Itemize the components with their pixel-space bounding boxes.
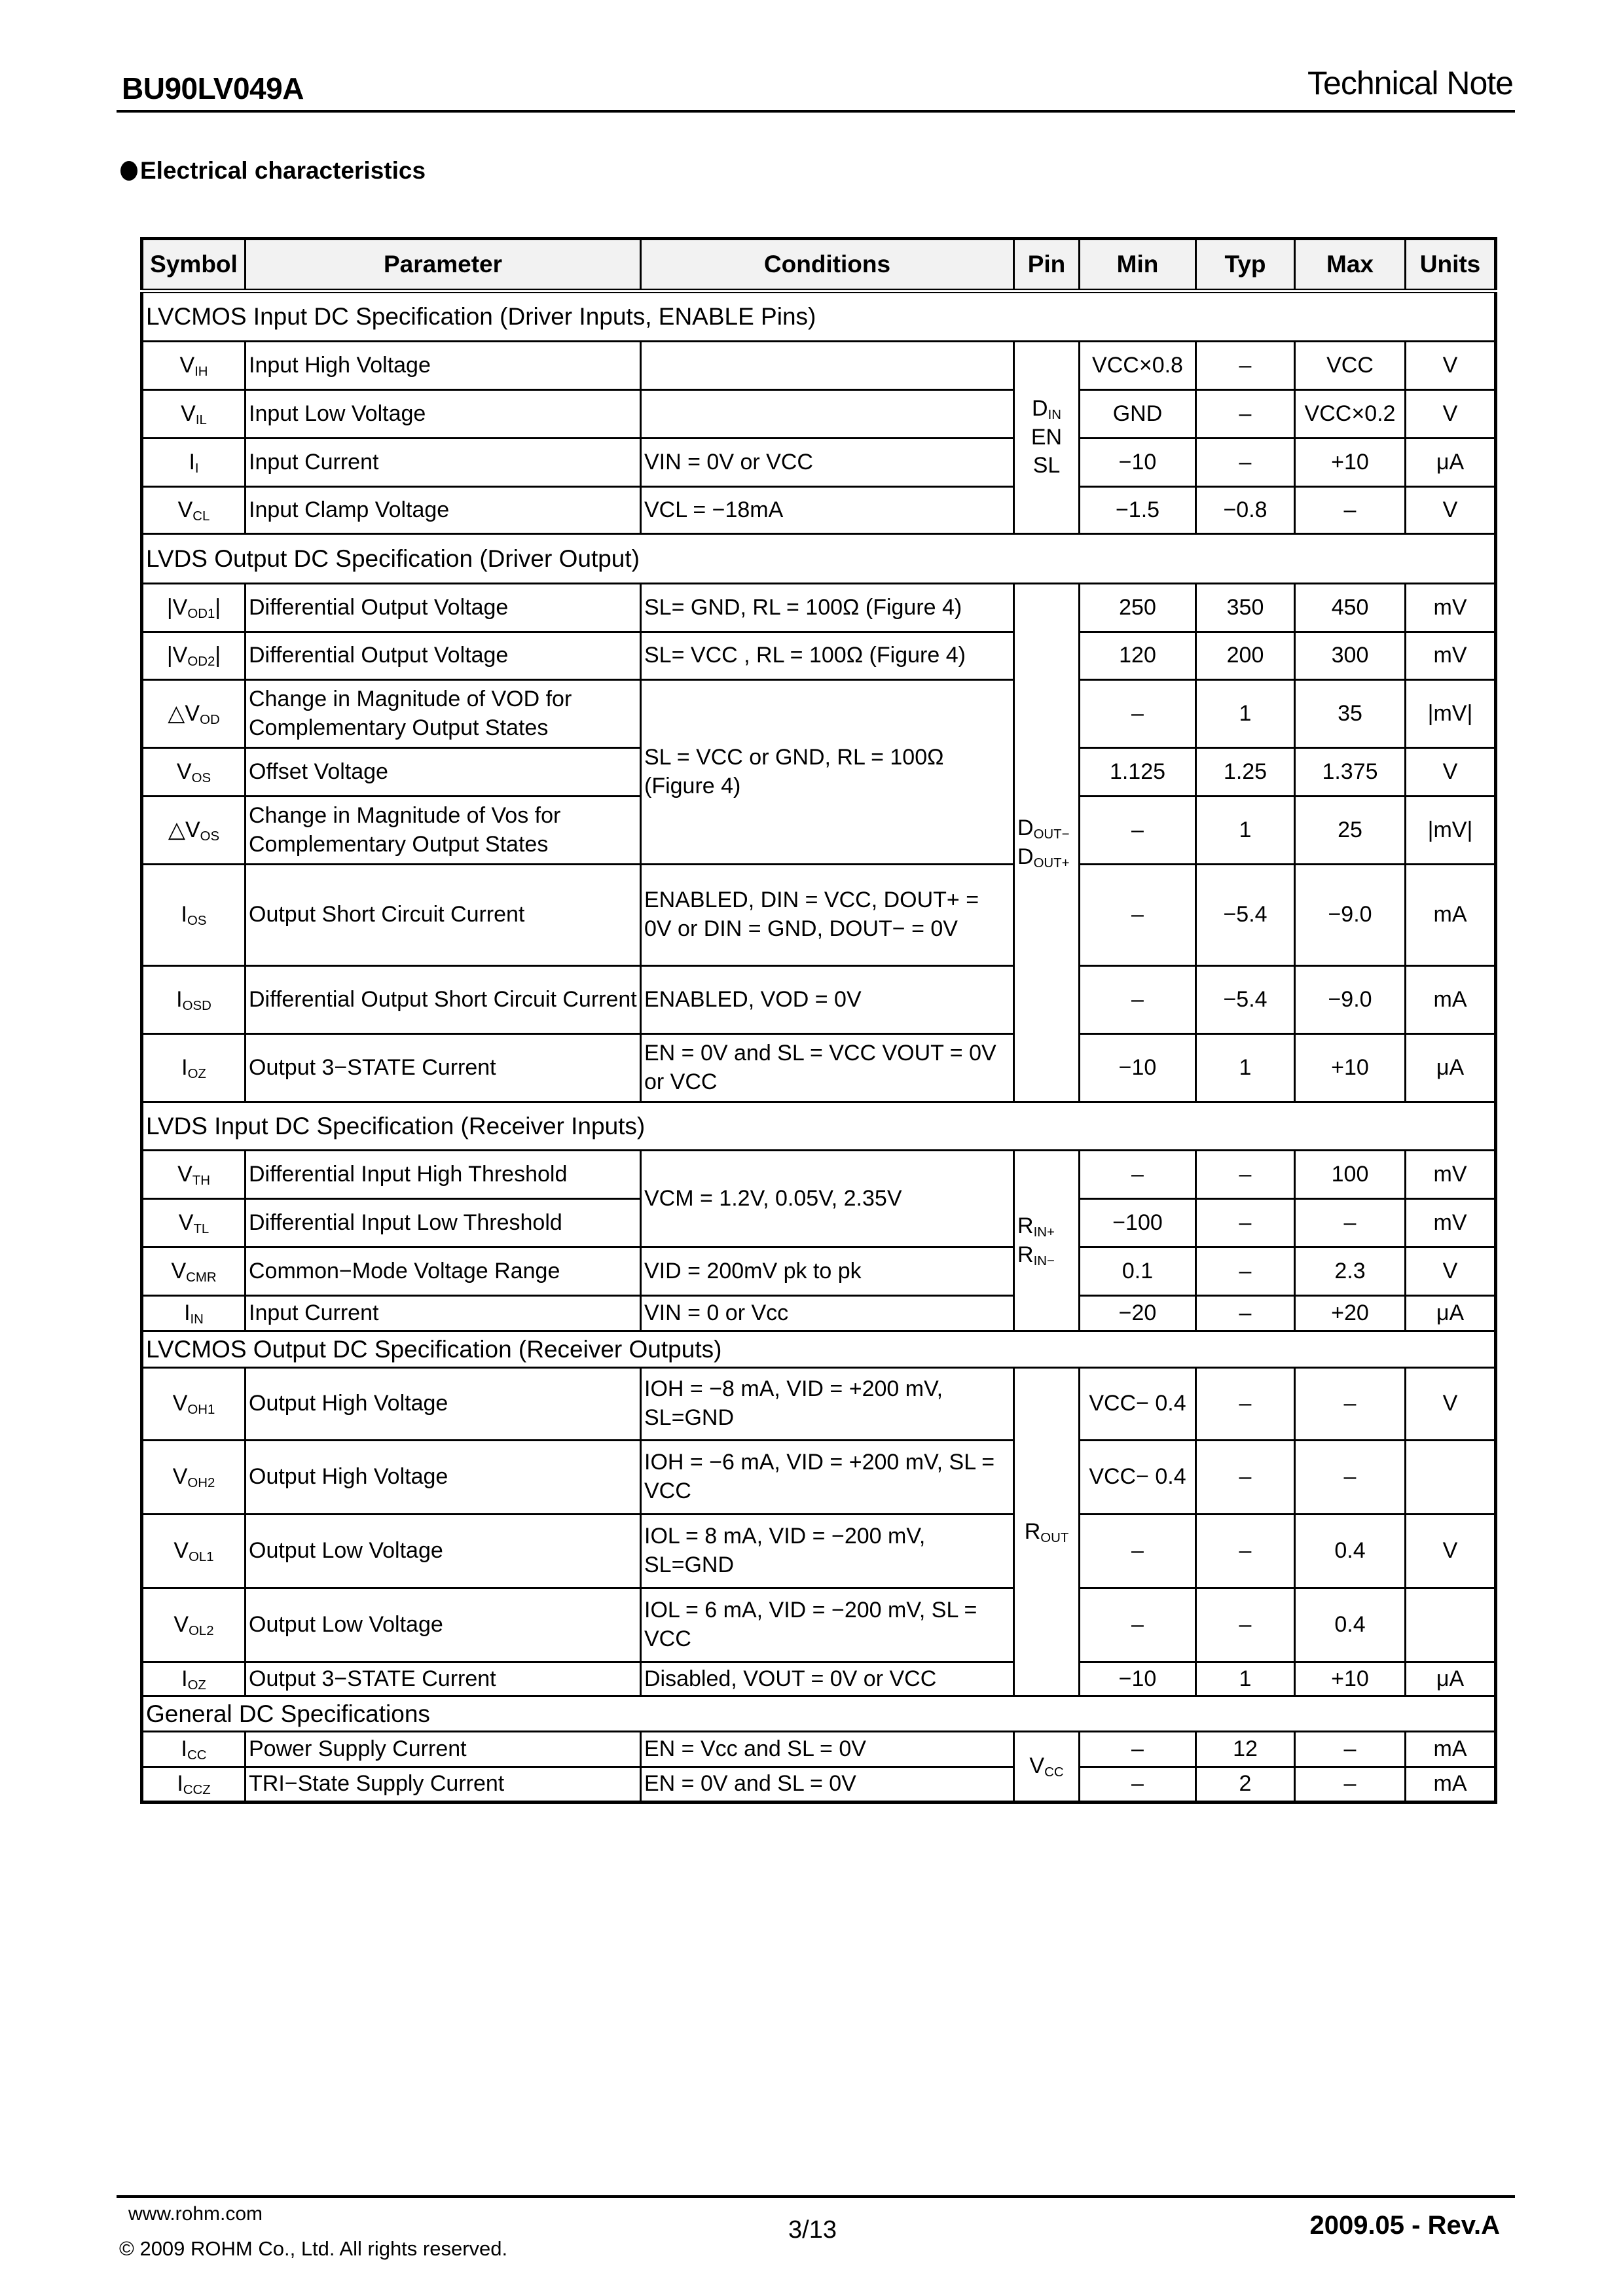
pin-subscript: OUT	[1040, 1530, 1069, 1545]
table-row	[142, 1296, 1496, 1331]
symbol-subscript: OS	[200, 829, 220, 844]
max-cell: VCC×0.2	[1295, 390, 1406, 439]
symbol-cell	[142, 1151, 246, 1199]
parameter-cell: Differential Output Voltage	[246, 632, 641, 680]
min-cell: –	[1080, 797, 1196, 865]
symbol-cell	[142, 865, 246, 966]
max-cell: 0.4	[1295, 1515, 1406, 1588]
table-row	[142, 584, 1496, 632]
pin-base: SL	[1032, 453, 1061, 478]
pin-base: D	[1017, 844, 1034, 869]
units-cell	[1406, 1588, 1496, 1662]
column-header-parameter: Parameter	[246, 239, 641, 291]
min-cell: 0.1	[1080, 1247, 1196, 1296]
symbol-cell	[142, 1368, 246, 1441]
table-row	[142, 680, 1496, 748]
parameter-cell: Output Low Voltage	[246, 1515, 641, 1588]
parameter-cell: Common−Mode Voltage Range	[246, 1247, 641, 1296]
typ-cell: –	[1196, 439, 1295, 487]
min-cell: −10	[1080, 1662, 1196, 1696]
symbol-base: △V	[168, 700, 200, 726]
symbol-subscript: OD1	[187, 606, 215, 621]
pin-subscript: IN−	[1033, 1253, 1055, 1268]
section-title: LVCMOS Output DC Specification (Receiver Outputs)	[142, 1331, 1496, 1368]
column-header-units: Units	[1406, 239, 1496, 291]
symbol-cell	[142, 680, 246, 748]
typ-cell: –	[1196, 390, 1295, 439]
min-cell: 250	[1080, 584, 1196, 632]
parameter-cell: Output 3−STATE Current	[246, 1662, 641, 1696]
symbol-base: I	[181, 902, 187, 927]
parameter-cell: Output Low Voltage	[246, 1588, 641, 1662]
min-cell: −20	[1080, 1296, 1196, 1331]
symbol-base: V	[171, 1258, 187, 1283]
conditions-cell: EN = 0V and SL = VCC VOUT = 0V or VCC	[641, 1034, 1014, 1102]
parameter-cell: Input Current	[246, 1296, 641, 1331]
symbol-base: V	[172, 1391, 188, 1416]
min-cell: GND	[1080, 390, 1196, 439]
pin-name	[1017, 1518, 1076, 1547]
conditions-cell: VIN = 0 or Vcc	[641, 1296, 1014, 1331]
typ-cell: −0.8	[1196, 487, 1295, 534]
symbol-subscript: TL	[193, 1221, 210, 1236]
conditions-cell: IOH = −6 mA, VID = +200 mV, SL = VCC	[641, 1441, 1014, 1515]
section-row	[142, 291, 1496, 342]
conditions-cell: Disabled, VOUT = 0V or VCC	[641, 1662, 1014, 1696]
conditions-cell: SL = VCC or GND, RL = 100Ω (Figure 4)	[641, 680, 1014, 865]
symbol-base: I	[177, 1771, 183, 1797]
units-cell: mA	[1406, 865, 1496, 966]
conditions-cell: VCM = 1.2V, 0.05V, 2.35V	[641, 1151, 1014, 1247]
revision: 2009.05 - Rev.A	[1309, 2211, 1500, 2240]
document-type: Technical Note	[1307, 65, 1513, 101]
max-cell: −9.0	[1295, 966, 1406, 1034]
symbol-base: V	[179, 352, 195, 378]
symbol-suffix: |	[215, 594, 221, 620]
pin-name	[1017, 1752, 1076, 1781]
pin-name	[1017, 423, 1076, 452]
symbol-subscript: OZ	[187, 1066, 206, 1081]
table-row	[142, 1368, 1496, 1441]
min-cell: –	[1080, 1588, 1196, 1662]
parameter-cell: Input Clamp Voltage	[246, 487, 641, 534]
parameter-cell: Offset Voltage	[246, 748, 641, 797]
pin-name	[1017, 452, 1076, 480]
typ-cell: –	[1196, 1368, 1295, 1441]
symbol-base: I	[189, 449, 195, 475]
typ-cell: –	[1196, 1441, 1295, 1515]
symbol-base: I	[176, 986, 183, 1012]
units-cell: |mV|	[1406, 680, 1496, 748]
symbol-base: V	[177, 1161, 192, 1187]
units-cell: V	[1406, 487, 1496, 534]
symbol-cell	[142, 797, 246, 865]
column-header-conditions: Conditions	[641, 239, 1014, 291]
symbol-subscript: IN	[190, 1312, 204, 1327]
table-row	[142, 487, 1496, 534]
units-cell: mV	[1406, 632, 1496, 680]
header-divider	[117, 110, 1515, 113]
parameter-cell: Power Supply Current	[246, 1732, 641, 1767]
symbol-subscript: OSD	[182, 998, 211, 1013]
symbol-cell	[142, 1515, 246, 1588]
parameter-cell: Differential Input Low Threshold	[246, 1199, 641, 1247]
parameter-cell: TRI−State Supply Current	[246, 1767, 641, 1803]
min-cell: −10	[1080, 1034, 1196, 1102]
pin-subscript: OUT+	[1033, 855, 1070, 870]
min-cell: –	[1080, 865, 1196, 966]
section-row	[142, 1696, 1496, 1732]
pin-name	[1017, 1212, 1076, 1241]
section-row	[142, 534, 1496, 584]
conditions-cell: VCL = −18mA	[641, 487, 1014, 534]
units-cell: μA	[1406, 1662, 1496, 1696]
typ-cell: 200	[1196, 632, 1295, 680]
pin-cell	[1014, 342, 1080, 534]
pin-cell	[1014, 1732, 1080, 1803]
pin-cell	[1014, 1368, 1080, 1696]
symbol-subscript: OD2	[187, 655, 215, 670]
parameter-cell: Change in Magnitude of Vos for Complementary Output States	[246, 797, 641, 865]
typ-cell: –	[1196, 1247, 1295, 1296]
symbol-subscript: CCZ	[183, 1783, 211, 1798]
units-cell: mA	[1406, 1732, 1496, 1767]
symbol-subscript: OS	[187, 914, 207, 929]
table-row	[142, 342, 1496, 390]
pin-base: D	[1032, 396, 1048, 422]
column-header-typ: Typ	[1196, 239, 1295, 291]
section-title: LVDS Output DC Specification (Driver Output)	[142, 534, 1496, 584]
min-cell: 120	[1080, 632, 1196, 680]
symbol-subscript: CMR	[186, 1270, 217, 1285]
conditions-cell: EN = Vcc and SL = 0V	[641, 1732, 1014, 1767]
units-cell: mV	[1406, 1151, 1496, 1199]
max-cell: –	[1295, 1199, 1406, 1247]
typ-cell: −5.4	[1196, 865, 1295, 966]
parameter-cell: Differential Output Short Circuit Current	[246, 966, 641, 1034]
typ-cell: 1	[1196, 680, 1295, 748]
max-cell: +10	[1295, 1662, 1406, 1696]
symbol-subscript: OH1	[187, 1403, 215, 1418]
parameter-cell: Input High Voltage	[246, 342, 641, 390]
symbol-subscript: CC	[187, 1748, 207, 1763]
typ-cell: –	[1196, 342, 1295, 390]
table-row	[142, 966, 1496, 1034]
table-row	[142, 632, 1496, 680]
symbol-cell	[142, 1441, 246, 1515]
symbol-subscript: OZ	[187, 1677, 206, 1693]
table-row	[142, 390, 1496, 439]
max-cell: +10	[1295, 439, 1406, 487]
symbol-base: |V	[166, 643, 188, 668]
symbol-subscript: IL	[195, 412, 207, 427]
table-row	[142, 1151, 1496, 1199]
table-row	[142, 1662, 1496, 1696]
units-cell: V	[1406, 1368, 1496, 1441]
parameter-cell: Output Short Circuit Current	[246, 865, 641, 966]
max-cell: 100	[1295, 1151, 1406, 1199]
symbol-cell	[142, 1767, 246, 1803]
table-body	[142, 291, 1496, 1803]
parameter-cell: Output High Voltage	[246, 1368, 641, 1441]
table-row	[142, 1441, 1496, 1515]
typ-cell: 12	[1196, 1732, 1295, 1767]
max-cell: 25	[1295, 797, 1406, 865]
table-row	[142, 1515, 1496, 1588]
symbol-cell	[142, 748, 246, 797]
symbol-base: V	[177, 497, 193, 522]
symbol-base: I	[181, 1054, 188, 1080]
conditions-cell: EN = 0V and SL = 0V	[641, 1767, 1014, 1803]
conditions-cell: SL= VCC , RL = 100Ω (Figure 4)	[641, 632, 1014, 680]
section-row	[142, 1331, 1496, 1368]
symbol-cell	[142, 1732, 246, 1767]
pin-subscript: CC	[1044, 1765, 1064, 1780]
part-number: BU90LV049A	[122, 71, 304, 105]
symbol-cell	[142, 1588, 246, 1662]
max-cell: 2.3	[1295, 1247, 1406, 1296]
conditions-cell: VID = 200mV pk to pk	[641, 1247, 1014, 1296]
units-cell: V	[1406, 1247, 1496, 1296]
pin-base: EN	[1030, 424, 1063, 450]
symbol-subscript: OL2	[189, 1624, 214, 1639]
typ-cell: –	[1196, 1151, 1295, 1199]
symbol-subscript: OD	[200, 712, 220, 727]
symbol-base: |V	[166, 594, 188, 620]
max-cell: –	[1295, 487, 1406, 534]
parameter-cell: Output 3−STATE Current	[246, 1034, 641, 1102]
conditions-cell: VIN = 0V or VCC	[641, 439, 1014, 487]
symbol-base: V	[181, 401, 196, 426]
max-cell: –	[1295, 1732, 1406, 1767]
typ-cell: −5.4	[1196, 966, 1295, 1034]
units-cell: mA	[1406, 1767, 1496, 1803]
typ-cell: 1	[1196, 1662, 1295, 1696]
units-cell: |mV|	[1406, 797, 1496, 865]
typ-cell: 1	[1196, 1034, 1295, 1102]
column-header-min: Min	[1080, 239, 1196, 291]
symbol-cell	[142, 584, 246, 632]
max-cell: +20	[1295, 1296, 1406, 1331]
parameter-cell: Output High Voltage	[246, 1441, 641, 1515]
typ-cell: 1	[1196, 797, 1295, 865]
symbol-suffix: |	[215, 643, 221, 668]
pin-base: R	[1024, 1518, 1041, 1544]
pin-base: V	[1029, 1753, 1045, 1779]
conditions-cell	[641, 390, 1014, 439]
symbol-base: V	[173, 1538, 189, 1564]
units-cell: mA	[1406, 966, 1496, 1034]
symbol-base: V	[172, 1464, 188, 1490]
symbol-cell	[142, 1662, 246, 1696]
symbol-subscript: OL1	[189, 1550, 214, 1565]
parameter-cell: Differential Input High Threshold	[246, 1151, 641, 1199]
symbol-cell	[142, 966, 246, 1034]
max-cell: VCC	[1295, 342, 1406, 390]
typ-cell: –	[1196, 1199, 1295, 1247]
symbol-base: I	[181, 1736, 187, 1761]
column-header-symbol: Symbol	[142, 239, 246, 291]
symbol-subscript: TH	[192, 1173, 210, 1188]
table-row	[142, 1247, 1496, 1296]
column-header-max: Max	[1295, 239, 1406, 291]
max-cell: –	[1295, 1368, 1406, 1441]
max-cell: –	[1295, 1441, 1406, 1515]
page-number: 3/13	[788, 2216, 837, 2244]
pin-name	[1017, 843, 1076, 872]
symbol-cell	[142, 342, 246, 390]
min-cell: VCC− 0.4	[1080, 1368, 1196, 1441]
conditions-cell: IOL = 8 mA, VID = −200 mV, SL=GND	[641, 1515, 1014, 1588]
conditions-cell: IOL = 6 mA, VID = −200 mV, SL = VCC	[641, 1588, 1014, 1662]
electrical-characteristics-table	[140, 237, 1497, 1804]
symbol-subscript: CL	[192, 509, 210, 524]
pin-subscript: IN+	[1033, 1225, 1055, 1240]
symbol-cell	[142, 632, 246, 680]
symbol-base: △V	[168, 817, 200, 842]
pin-name	[1017, 1241, 1076, 1270]
symbol-base: V	[176, 759, 192, 784]
parameter-cell: Differential Output Voltage	[246, 584, 641, 632]
symbol-cell	[142, 1296, 246, 1331]
units-cell: V	[1406, 390, 1496, 439]
symbol-cell	[142, 487, 246, 534]
min-cell: –	[1080, 1767, 1196, 1803]
units-cell: μA	[1406, 439, 1496, 487]
max-cell: −9.0	[1295, 865, 1406, 966]
pin-name	[1017, 814, 1076, 843]
section-heading	[120, 157, 426, 185]
max-cell: 35	[1295, 680, 1406, 748]
section-title: LVCMOS Input DC Specification (Driver Inputs, ENABLE Pins)	[142, 291, 1496, 342]
symbol-subscript: IH	[194, 364, 208, 379]
conditions-cell: IOH = −8 mA, VID = +200 mV, SL=GND	[641, 1368, 1014, 1441]
units-cell: mV	[1406, 1199, 1496, 1247]
max-cell: –	[1295, 1767, 1406, 1803]
min-cell: –	[1080, 680, 1196, 748]
table-row	[142, 1732, 1496, 1767]
typ-cell: 350	[1196, 584, 1295, 632]
conditions-cell: ENABLED, DIN = VCC, DOUT+ = 0V or DIN = GND, DOUT− = 0V	[641, 865, 1014, 966]
symbol-cell	[142, 439, 246, 487]
symbol-subscript: I	[194, 461, 199, 476]
units-cell	[1406, 1441, 1496, 1515]
symbol-base: V	[178, 1210, 194, 1235]
section-title: LVDS Input DC Specification (Receiver Inputs)	[142, 1102, 1496, 1151]
max-cell: 450	[1295, 584, 1406, 632]
max-cell: 0.4	[1295, 1588, 1406, 1662]
column-header-pin: Pin	[1014, 239, 1080, 291]
parameter-cell: Input Current	[246, 439, 641, 487]
section-title: General DC Specifications	[142, 1696, 1496, 1732]
table-row	[142, 865, 1496, 966]
max-cell: +10	[1295, 1034, 1406, 1102]
units-cell: V	[1406, 342, 1496, 390]
units-cell: μA	[1406, 1296, 1496, 1331]
max-cell: 1.375	[1295, 748, 1406, 797]
symbol-cell	[142, 390, 246, 439]
table-row	[142, 1588, 1496, 1662]
units-cell: V	[1406, 1515, 1496, 1588]
symbol-cell	[142, 1199, 246, 1247]
min-cell: −1.5	[1080, 487, 1196, 534]
min-cell: –	[1080, 1151, 1196, 1199]
footer-divider	[117, 2195, 1515, 2198]
bullet-icon	[120, 161, 137, 181]
table-header-row	[142, 239, 1496, 291]
typ-cell: –	[1196, 1296, 1295, 1331]
table-row	[142, 1034, 1496, 1102]
conditions-cell: SL= GND, RL = 100Ω (Figure 4)	[641, 584, 1014, 632]
min-cell: –	[1080, 1515, 1196, 1588]
units-cell: μA	[1406, 1034, 1496, 1102]
typ-cell: –	[1196, 1588, 1295, 1662]
typ-cell: –	[1196, 1515, 1295, 1588]
min-cell: VCC− 0.4	[1080, 1441, 1196, 1515]
typ-cell: 2	[1196, 1767, 1295, 1803]
min-cell: –	[1080, 1732, 1196, 1767]
symbol-base: I	[181, 1666, 188, 1691]
pin-name	[1017, 395, 1076, 423]
min-cell: −100	[1080, 1199, 1196, 1247]
symbol-cell	[142, 1247, 246, 1296]
table-row	[142, 1767, 1496, 1803]
pin-subscript: IN	[1048, 408, 1061, 423]
symbol-subscript: OS	[191, 770, 211, 785]
conditions-cell: ENABLED, VOD = 0V	[641, 966, 1014, 1034]
typ-cell: 1.25	[1196, 748, 1295, 797]
symbol-subscript: OH2	[187, 1476, 215, 1491]
pin-cell	[1014, 584, 1080, 1102]
units-cell: V	[1406, 748, 1496, 797]
pin-subscript: OUT−	[1033, 827, 1070, 842]
min-cell: VCC×0.8	[1080, 342, 1196, 390]
footer-copyright: © 2009 ROHM Co., Ltd. All rights reserved.	[119, 2237, 508, 2260]
units-cell: mV	[1406, 584, 1496, 632]
pin-base: D	[1017, 815, 1034, 840]
symbol-base: I	[184, 1300, 191, 1325]
conditions-cell	[641, 342, 1014, 390]
section-heading-text: Electrical characteristics	[140, 157, 426, 184]
pin-base: R	[1017, 1213, 1034, 1238]
footer-url: www.rohm.com	[128, 2203, 263, 2225]
symbol-base: V	[173, 1612, 189, 1638]
max-cell: 300	[1295, 632, 1406, 680]
table-row	[142, 439, 1496, 487]
section-row	[142, 1102, 1496, 1151]
parameter-cell: Change in Magnitude of VOD for Complementary Output States	[246, 680, 641, 748]
min-cell: 1.125	[1080, 748, 1196, 797]
min-cell: –	[1080, 966, 1196, 1034]
min-cell: −10	[1080, 439, 1196, 487]
parameter-cell: Input Low Voltage	[246, 390, 641, 439]
symbol-cell	[142, 1034, 246, 1102]
pin-base: R	[1017, 1242, 1034, 1267]
pin-cell	[1014, 1151, 1080, 1331]
